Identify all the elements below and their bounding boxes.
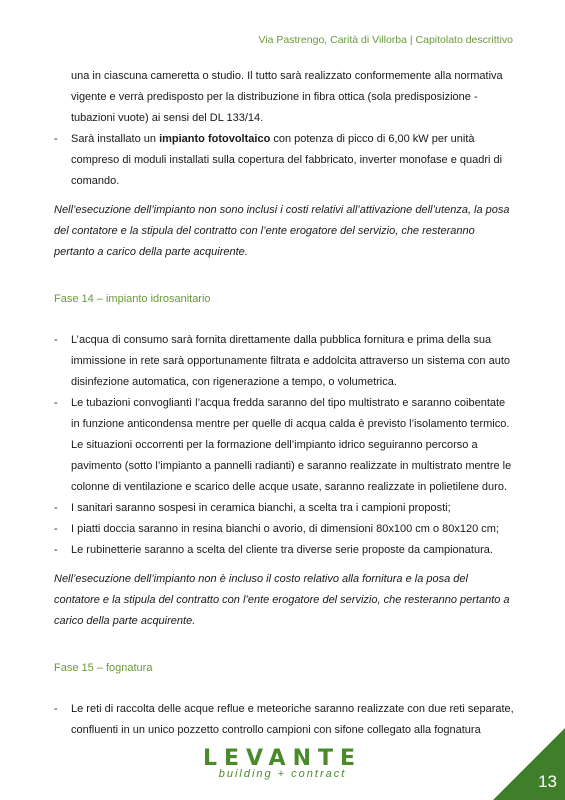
bullet-dash: - [54, 133, 58, 145]
list-item-text: L’acqua di consumo sarà fornita direttamente dalla pubblica fornitura e prima della sua immissione in rete sarà opportunamente filtrata e addolcita attraverso un sistema con auto disinfezione automatica, con rigenerazione a tempo, o volumetrica. [71, 334, 511, 388]
list-item [54, 330, 514, 393]
bold-term: impianto fotovoltaico [159, 133, 271, 145]
continued-paragraph: una in ciascuna cameretta o studio. Il tutto sarà realizzato conformemente alla normativa vigente e verrà predisposto per la distribuzione in fibra ottica (sola predisposizione - tubazioni vuote) ai sensi del DL 133/14. [71, 70, 503, 124]
list-item-text [71, 129, 514, 192]
document-body [54, 66, 514, 741]
text-run: Sarà installato un [71, 133, 160, 145]
section-heading-fase-14: Fase 14 – impianto idrosanitario [54, 293, 211, 305]
bullet-dash: - [54, 397, 58, 409]
list-item [54, 129, 514, 192]
list-item [54, 498, 514, 519]
bullet-dash: - [54, 523, 58, 535]
list-item-text: Le tubazioni convogliantì l’acqua fredda saranno del tipo multistrato e saranno coibentate in funzione anticondensa mentre per quelle di acqua calda è previsto l’isolamento termico. Le situazioni occorrenti per la formazione dell’impianto idrico seguiranno percorso a pavimento (sotto l’impianto a pannelli radianti) e saranno realizzate in multistrato mentre le colonne di ventilazione e scarico delle acque usate, saranno realizzate in polietilene duro. [71, 397, 512, 493]
list-item [54, 393, 514, 498]
list-item-text: Le rubinetterie saranno a scelta del cliente tra diverse serie proposte da campionatura. [71, 544, 493, 556]
bullet-dash: - [54, 502, 58, 514]
list-item-text: I piatti doccia saranno in resina bianchi o avorio, di dimensioni 80x100 cm o 80x120 cm; [71, 523, 500, 535]
list-item [54, 540, 514, 561]
page-header: Via Pastrengo, Carità di Villorba | Capitolato descrittivo [258, 34, 513, 46]
list-item-text: I sanitari saranno sospesi in ceramica bianchi, a scelta tra i campioni proposti; [71, 502, 451, 514]
list-item-text: Le reti di raccolta delle acque reflue e meteoriche saranno realizzate con due reti separate, confluenti in un unico pozzetto controllo campioni con sifone collegato alla fognatura [71, 703, 514, 736]
bullet-dash: - [54, 334, 58, 346]
italic-note: Nell’esecuzione dell’impianto non è incluso il costo relativo alla fornitura e la posa del contatore e la stipula del contratto con l’ente erogatore del servizio, che resteranno pertanto a carico della parte acquirente. [54, 573, 510, 627]
company-logo [0, 746, 565, 780]
section-heading-fase-15: Fase 15 – fognatura [54, 662, 153, 674]
text-run: con potenza di picco di 6,00 kW per unità compreso di moduli installati sulla copertura del fabbricato, inverter monofase e quadri di comando. [71, 133, 503, 187]
bullet-dash: - [54, 544, 58, 556]
italic-note: Nell’esecuzione dell’impianto non sono inclusi i costi relativi all’attivazione dell’utenza, la posa del contatore e la stipula del contratto con l’ente erogatore del servizio, che resteranno pertanto a carico della parte acquirente. [54, 204, 510, 258]
logo-tagline: building + contract [218, 768, 347, 780]
logo-wordmark: LEVANTE [202, 746, 363, 771]
bullet-dash: - [54, 703, 58, 715]
list-item [54, 699, 514, 741]
page-number: 13 [538, 772, 557, 791]
list-item [54, 519, 514, 540]
